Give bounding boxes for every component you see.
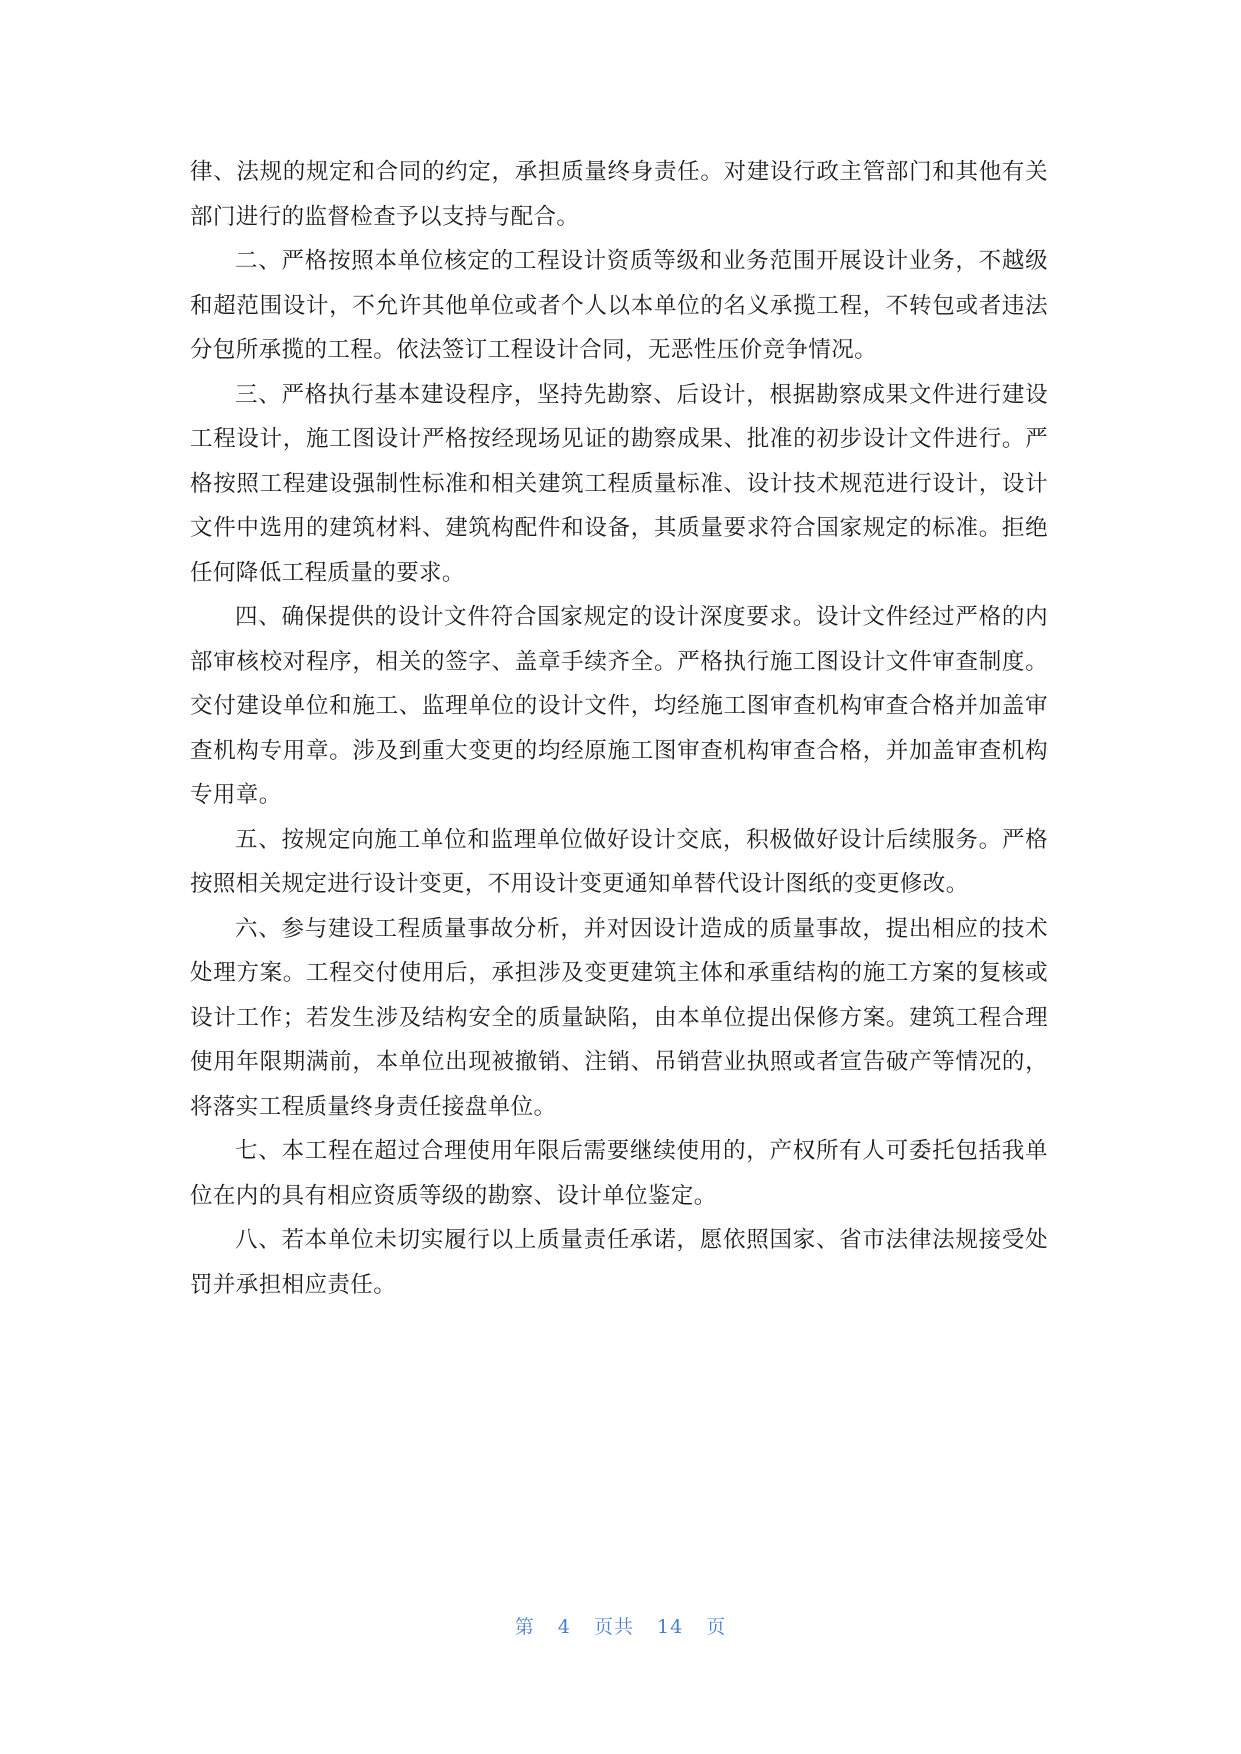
page-footer (0, 1612, 1241, 1639)
footer-suffix: 页 (706, 1616, 727, 1638)
paragraph-5: 五、按规定向施工单位和监理单位做好设计交底，积极做好设计后续服务。严格按照相关规定进行设计变更，不用设计变更通知单替代设计图纸的变更修改。 (190, 826, 1048, 897)
paragraph-2: 二、严格按照本单位核定的工程设计资质等级和业务范围开展设计业务，不越级和超范围设计，不允许其他单位或者个人以本单位的名义承揽工程，不转包或者违法分包所承揽的工程。依法签订工程设计合同，无恶性压价竞争情况。 (190, 248, 1048, 363)
paragraph-1: 律、法规的规定和合同的约定，承担质量终身责任。对建设行政主管部门和其他有关部门进行的监督检查予以支持与配合。 (190, 159, 1048, 230)
footer-prefix: 第 (514, 1616, 535, 1638)
paragraph-8: 八、若本单位未切实履行以上质量责任承诺，愿依照国家、省市法律法规接受处罚并承担相应责任。 (190, 1227, 1048, 1298)
paragraph-4: 四、确保提供的设计文件符合国家规定的设计深度要求。设计文件经过严格的内部审核校对程序，相关的签字、盖章手续齐全。严格执行施工图设计文件审查制度。交付建设单位和施工、监理单位的设计文件，均经施工图审查机构审查合格并加盖审查机构专用章。涉及到重大变更的均经原施工图审查机构审查合格，并加盖审查机构专用章。 (190, 604, 1048, 808)
document-body (190, 150, 1048, 1307)
footer-middle: 页共 (593, 1616, 634, 1638)
total-pages-number: 14 (657, 1616, 684, 1638)
paragraph-6: 六、参与建设工程质量事故分析，并对因设计造成的质量事故，提出相应的技术处理方案。工程交付使用后，承担涉及变更建筑主体和承重结构的施工方案的复核或设计工作；若发生涉及结构安全的质量缺陷，由本单位提出保修方案。建筑工程合理使用年限期满前，本单位出现被撤销、注销、吊销营业执照或者宣告破产等情况的，将落实工程质量终身责任接盘单位。 (190, 915, 1048, 1120)
paragraph-3: 三、严格执行基本建设程序，坚持先勘察、后设计，根据勘察成果文件进行建设工程设计，施工图设计严格按经现场见证的勘察成果、批准的初步设计文件进行。严格按照工程建设强制性标准和相关建筑工程质量标准、设计技术规范进行设计，设计文件中选用的建筑材料、建筑构配件和设备，其质量要求符合国家规定的标准。拒绝任何降低工程质量的要求。 (190, 381, 1048, 586)
paragraph-7: 七、本工程在超过合理使用年限后需要继续使用的，产权所有人可委托包括我单位在内的具有相应资质等级的勘察、设计单位鉴定。 (190, 1138, 1048, 1209)
current-page-number: 4 (557, 1616, 571, 1638)
